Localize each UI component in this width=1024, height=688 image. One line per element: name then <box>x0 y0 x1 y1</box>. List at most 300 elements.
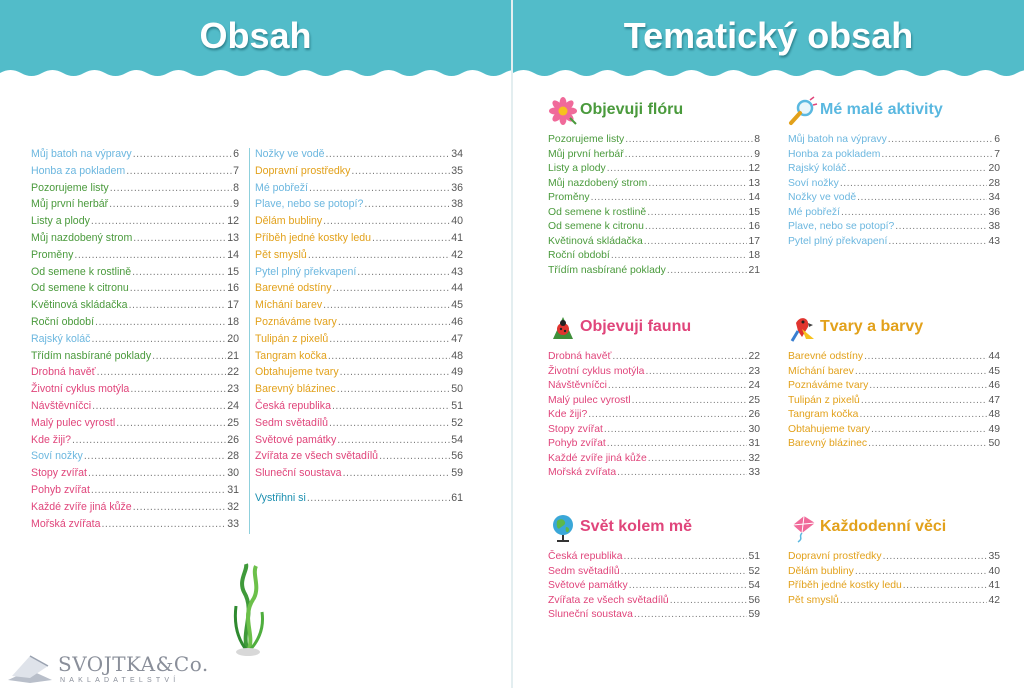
entry-title: Mé pobřeží <box>788 206 840 218</box>
toc-entry <box>255 249 463 266</box>
toc-entry <box>31 383 239 400</box>
section-fauna <box>548 313 760 482</box>
page-number: 47 <box>988 394 1000 406</box>
dot-leader <box>308 249 450 261</box>
entry-title: Od semene k citronu <box>31 282 129 295</box>
toc-entry <box>548 438 760 453</box>
toc-entry <box>548 163 760 178</box>
toc-entry <box>788 595 1000 610</box>
page-number: 51 <box>748 551 760 562</box>
page-number: 23 <box>227 383 239 396</box>
page-title-left: Obsah <box>199 15 312 56</box>
dot-leader <box>855 366 988 377</box>
page-number: 28 <box>988 177 1000 189</box>
entry-title: Malý pulec vyrostl <box>31 416 116 429</box>
banner-right <box>513 0 1024 80</box>
entry-title: Sedm světadílů <box>255 416 329 429</box>
entry-title: Česká republika <box>255 399 331 412</box>
page-number: 32 <box>748 452 760 464</box>
dot-leader <box>110 182 232 194</box>
section-header <box>788 513 1000 543</box>
entry-title: Můj batoh na výpravy <box>31 148 132 160</box>
page-number: 45 <box>988 365 1000 377</box>
entry-title: Plave, nebo se potopí? <box>255 198 364 211</box>
page-number: 17 <box>748 235 760 247</box>
page-number: 46 <box>988 380 1000 391</box>
page-number: 42 <box>988 594 1000 606</box>
dot-leader <box>591 192 748 203</box>
page-number: 12 <box>227 215 239 228</box>
section-title: Objevuji flóru <box>580 101 684 118</box>
entry-title: Světové památky <box>255 433 337 446</box>
toc-entry <box>788 366 1000 381</box>
toc-entry <box>31 299 239 316</box>
toc-entry <box>255 366 463 383</box>
page-number: 20 <box>988 163 1000 174</box>
toc-entry <box>788 207 1000 222</box>
toc-entry <box>255 282 463 299</box>
dot-leader <box>645 221 748 232</box>
entry-title: Nožky ve vodě <box>255 148 325 160</box>
entry-title: Roční období <box>31 315 95 328</box>
toc-entry <box>255 316 463 333</box>
entry-title: Proměny <box>548 192 590 203</box>
toc-entry <box>788 134 1000 149</box>
page-number: 7 <box>233 164 239 177</box>
dot-leader <box>72 434 226 446</box>
toc-entry <box>548 609 760 624</box>
entry-title: Stopy zvířat <box>548 423 603 435</box>
entry-title: Světové památky <box>548 580 628 591</box>
toc-entry <box>255 450 463 467</box>
entry-title: Pozorujeme listy <box>31 181 109 194</box>
entry-title: Česká republika <box>548 551 623 562</box>
entry-title: Od semene k rostlině <box>31 265 132 278</box>
toc-column-2 <box>255 148 463 509</box>
entry-title: Životní cyklus motýla <box>548 365 645 377</box>
page-number: 6 <box>233 148 239 160</box>
toc-entry <box>255 383 463 400</box>
toc-entry <box>31 215 239 232</box>
entry-title: Nožky ve vodě <box>788 192 857 203</box>
entry-title: Tangram kočka <box>788 409 859 420</box>
page-number: 30 <box>748 423 760 435</box>
page-number: 9 <box>754 148 760 160</box>
page-number: 18 <box>227 315 239 328</box>
dot-leader <box>323 299 450 311</box>
section-header <box>788 96 1000 126</box>
entry-title: Sluneční soustava <box>255 467 342 480</box>
page-number: 15 <box>227 265 239 278</box>
toc-entry <box>31 434 239 451</box>
dot-leader <box>333 282 451 294</box>
page-number: 30 <box>227 467 239 480</box>
dot-leader <box>847 163 987 174</box>
entry-title: Plave, nebo se potopí? <box>788 221 895 232</box>
dot-leader <box>634 609 748 620</box>
page-number: 8 <box>754 134 760 145</box>
entry-title: Pytel plný překvapení <box>788 235 888 247</box>
toc-entry <box>788 163 1000 178</box>
column-divider <box>249 148 250 534</box>
entry-title: Vystřihni si <box>255 491 306 504</box>
entry-title: Třídím nasbírané poklady <box>548 264 666 276</box>
page-number: 54 <box>748 580 760 591</box>
entry-title: Pytel plný překvapení <box>255 265 357 278</box>
dot-leader <box>337 383 451 395</box>
entry-title: Mořská zvířata <box>548 467 617 478</box>
page-number: 26 <box>227 433 239 446</box>
section-world <box>548 513 760 624</box>
dot-leader <box>91 215 226 227</box>
toc-entry <box>548 595 760 610</box>
toc-entry <box>255 198 463 215</box>
dot-leader <box>869 380 987 391</box>
dot-leader <box>617 467 747 478</box>
dot-leader <box>74 249 226 261</box>
toc-entry <box>31 518 239 535</box>
page-number: 38 <box>988 221 1000 232</box>
toc-entry <box>548 178 760 193</box>
dot-leader <box>859 409 987 420</box>
entry-title: Můj první herbář <box>548 148 624 160</box>
toc-entry <box>548 453 760 468</box>
entry-title: Listy a plody <box>548 163 606 174</box>
dot-leader <box>881 149 993 160</box>
toc-entry <box>31 484 239 501</box>
toc-entry <box>31 467 239 484</box>
page-number: 7 <box>994 148 1000 160</box>
page-number: 40 <box>988 565 1000 577</box>
entry-title: Pohyb zvířat <box>31 483 90 496</box>
dot-leader <box>607 438 748 449</box>
entry-title: Můj nazdobený strom <box>31 231 133 244</box>
section-activities <box>788 96 1000 250</box>
entry-title: Tulipán z pixelů <box>255 332 329 345</box>
dot-leader <box>632 395 748 406</box>
dot-leader <box>871 424 987 435</box>
dot-leader <box>648 178 747 189</box>
dot-leader <box>340 366 451 378</box>
toc-entry <box>31 501 239 518</box>
toc-entry <box>255 350 463 367</box>
page-number: 16 <box>227 282 239 295</box>
dot-leader <box>588 409 747 420</box>
entry-title: Barevný blázinec <box>788 438 868 449</box>
toc-entry <box>31 232 239 249</box>
toc-entry <box>548 351 760 366</box>
dot-leader <box>379 450 450 462</box>
dot-leader <box>132 266 226 278</box>
page-number: 32 <box>227 500 239 513</box>
page-number: 25 <box>227 416 239 429</box>
toc-entry <box>548 221 760 236</box>
page-number: 13 <box>748 177 760 189</box>
toc-entry <box>548 192 760 207</box>
dot-leader <box>645 366 747 377</box>
entry-title: Návštěvníčci <box>31 399 92 412</box>
toc-entry <box>255 333 463 350</box>
entry-title: Mořská zvířata <box>31 517 101 530</box>
page-number: 12 <box>748 163 760 174</box>
page-number: 44 <box>451 282 463 295</box>
toc-entry <box>255 467 463 484</box>
page-number: 50 <box>451 383 463 396</box>
page-number: 46 <box>451 315 463 328</box>
entry-title: Barevné odstíny <box>255 282 332 295</box>
toc-entry <box>31 333 239 350</box>
page-number: 14 <box>748 192 760 203</box>
toc-entry <box>31 400 239 417</box>
page-number: 40 <box>451 215 463 228</box>
toc-entry <box>788 424 1000 439</box>
entry-title: Tangram kočka <box>255 349 327 362</box>
entry-title: Obtahujeme tvary <box>788 423 871 435</box>
entry-title: Kde žiji? <box>31 433 72 446</box>
page-number: 24 <box>227 399 239 412</box>
dot-leader <box>855 566 988 577</box>
page-number: 35 <box>451 164 463 177</box>
page-number: 41 <box>988 580 1000 591</box>
page-number: 52 <box>748 565 760 577</box>
page-number: 59 <box>451 467 463 480</box>
dot-leader <box>325 148 450 160</box>
toc-entry <box>255 165 463 182</box>
toc-entry <box>31 282 239 299</box>
toc-entry <box>548 380 760 395</box>
dot-leader <box>621 566 748 577</box>
toc-entry <box>788 566 1000 581</box>
page-number: 43 <box>988 235 1000 247</box>
section-header <box>548 96 760 126</box>
section-shapes <box>788 313 1000 453</box>
dot-leader <box>309 182 450 194</box>
toc-entry <box>548 366 760 381</box>
entry-title: Obtahujeme tvary <box>255 366 339 379</box>
publisher-name: SVOJTKA&Co. <box>58 652 209 676</box>
toc-entry <box>548 149 760 164</box>
toc-entry <box>788 395 1000 410</box>
banner-left <box>0 0 511 80</box>
page-number: 26 <box>748 409 760 420</box>
toc-column-1 <box>31 148 239 534</box>
dot-leader <box>343 467 451 479</box>
entry-title: Pět smyslů <box>788 594 839 606</box>
entry-title: Míchání barev <box>255 299 323 312</box>
entry-title: Stopy zvířat <box>31 467 87 480</box>
toc-entry <box>255 215 463 232</box>
entry-title: Sluneční soustava <box>548 609 633 620</box>
toc-entry <box>548 134 760 149</box>
toc-entry <box>788 178 1000 193</box>
toc-entry <box>548 236 760 251</box>
page-number: 48 <box>451 349 463 362</box>
page-number: 50 <box>988 438 1000 449</box>
toc-entry <box>31 350 239 367</box>
dot-leader <box>841 207 987 218</box>
dot-leader <box>129 299 227 311</box>
entry-title: Každé zvíře jiná kůže <box>548 452 647 464</box>
page-number: 21 <box>227 349 239 362</box>
toc-entry <box>255 148 463 165</box>
toc-entry <box>255 400 463 417</box>
page-number: 33 <box>227 517 239 530</box>
dot-leader <box>372 232 450 244</box>
toc-entry <box>31 182 239 199</box>
page-number: 49 <box>988 423 1000 435</box>
dot-leader <box>857 192 987 203</box>
page-number: 31 <box>227 483 239 496</box>
dot-leader <box>133 232 226 244</box>
book-icon <box>6 652 54 684</box>
dot-leader <box>604 424 748 435</box>
dot-leader <box>329 417 450 429</box>
section-daily <box>788 513 1000 609</box>
page-number: 34 <box>451 148 463 160</box>
page-number: 18 <box>748 250 760 261</box>
dot-leader <box>888 236 987 247</box>
page-number: 49 <box>451 366 463 379</box>
dot-leader <box>644 236 748 247</box>
dot-leader <box>670 595 748 606</box>
page-number: 13 <box>227 231 239 244</box>
entry-title: Drobná havěť <box>31 366 96 379</box>
toc-entry <box>255 266 463 283</box>
toc-entry <box>255 232 463 249</box>
page-number: 14 <box>227 248 239 261</box>
dot-leader <box>133 501 227 513</box>
toc-entry <box>548 566 760 581</box>
dot-leader <box>101 518 226 530</box>
dot-leader <box>351 165 450 177</box>
entry-title: Poznáváme tvary <box>255 315 337 328</box>
page-number: 56 <box>451 450 463 463</box>
toc-entry <box>31 450 239 467</box>
toc-entry <box>548 265 760 280</box>
wave-decoration <box>0 67 511 80</box>
dot-leader <box>337 434 450 446</box>
page-number: 36 <box>451 181 463 194</box>
entry-title: Dopravní prostředky <box>255 164 351 177</box>
dot-leader <box>364 198 450 210</box>
toc-entry <box>788 380 1000 395</box>
dot-leader <box>607 163 748 174</box>
dot-leader <box>323 215 450 227</box>
toc-entry <box>255 492 463 509</box>
dot-leader <box>88 467 226 479</box>
section-flora <box>548 96 760 279</box>
dot-leader <box>338 316 450 328</box>
ladybug-icon <box>548 313 578 343</box>
page-number: 61 <box>451 491 463 504</box>
dot-leader <box>625 134 753 145</box>
entry-title: Třídím nasbírané poklady <box>31 349 152 362</box>
toc-entry <box>255 417 463 434</box>
toc-entry <box>788 192 1000 207</box>
dot-leader <box>109 198 232 210</box>
page-number: 20 <box>227 332 239 345</box>
entry-title: Zvířata ze všech světadílů <box>255 450 379 463</box>
dot-leader <box>864 351 987 362</box>
entry-title: Příběh jedné kostky ledu <box>255 231 372 244</box>
dot-leader <box>357 266 450 278</box>
dot-leader <box>648 453 748 464</box>
page-number: 33 <box>748 467 760 478</box>
dot-leader <box>152 350 226 362</box>
entry-title: Každé zvíře jiná kůže <box>31 500 132 513</box>
page-fold <box>511 0 513 688</box>
dot-leader <box>612 351 747 362</box>
entry-title: Dělám bubliny <box>255 215 323 228</box>
section-header <box>788 313 1000 343</box>
toc-entry <box>31 249 239 266</box>
dot-leader <box>92 400 226 412</box>
page-number: 41 <box>451 231 463 244</box>
dot-leader <box>130 383 226 395</box>
publisher-logo <box>6 650 209 686</box>
entry-title: Malý pulec vyrostl <box>548 394 631 406</box>
dot-leader <box>332 400 450 412</box>
dot-leader <box>629 580 748 591</box>
toc-entry <box>548 467 760 482</box>
entry-title: Drobná havěť <box>548 351 612 362</box>
page-number: 44 <box>988 351 1000 362</box>
entry-title: Barevný blázinec <box>255 383 336 396</box>
toc-entry <box>31 316 239 333</box>
entry-title: Honba za pokladem <box>31 164 126 177</box>
toc-entry <box>788 149 1000 164</box>
toc-entry <box>548 424 760 439</box>
toc-entry <box>548 409 760 424</box>
page-number: 21 <box>748 264 760 276</box>
dot-leader <box>883 551 988 562</box>
entry-title: Dělám bubliny <box>788 565 854 577</box>
entry-title: Tulipán z pixelů <box>788 394 860 406</box>
toc-entry <box>31 165 239 182</box>
entry-title: Proměny <box>31 248 74 261</box>
dot-leader <box>903 580 988 591</box>
page-title-right: Tematický obsah <box>623 15 914 56</box>
toc-entry <box>788 551 1000 566</box>
section-title: Každodenní věci <box>820 518 947 535</box>
entry-title: Životní cyklus motýla <box>31 383 130 396</box>
page-number: 42 <box>451 248 463 261</box>
plant-illustration <box>226 562 270 658</box>
page-number: 15 <box>748 206 760 218</box>
wave-decoration <box>513 67 1024 80</box>
entry-title: Rajský koláč <box>31 332 91 345</box>
page-number: 38 <box>451 198 463 211</box>
entry-title: Roční období <box>548 250 610 261</box>
dot-leader <box>329 333 450 345</box>
section-title: Tvary a barvy <box>820 318 924 335</box>
entry-title: Květinová skládačka <box>548 235 643 247</box>
section-title: Mé malé aktivity <box>820 101 943 118</box>
entry-title: Návštěvníčci <box>548 380 607 391</box>
entry-title: Rajský koláč <box>788 163 847 174</box>
kite-icon <box>788 513 818 543</box>
toc-entry <box>548 395 760 410</box>
dot-leader <box>133 148 232 160</box>
entry-title: Barevné odstíny <box>788 351 864 362</box>
dot-leader <box>861 395 988 406</box>
toc-entry <box>548 580 760 595</box>
entry-title: Míchání barev <box>788 365 854 377</box>
dot-leader <box>888 134 993 145</box>
dot-leader <box>97 366 227 378</box>
dot-leader <box>868 438 987 449</box>
page-number: 59 <box>748 609 760 620</box>
